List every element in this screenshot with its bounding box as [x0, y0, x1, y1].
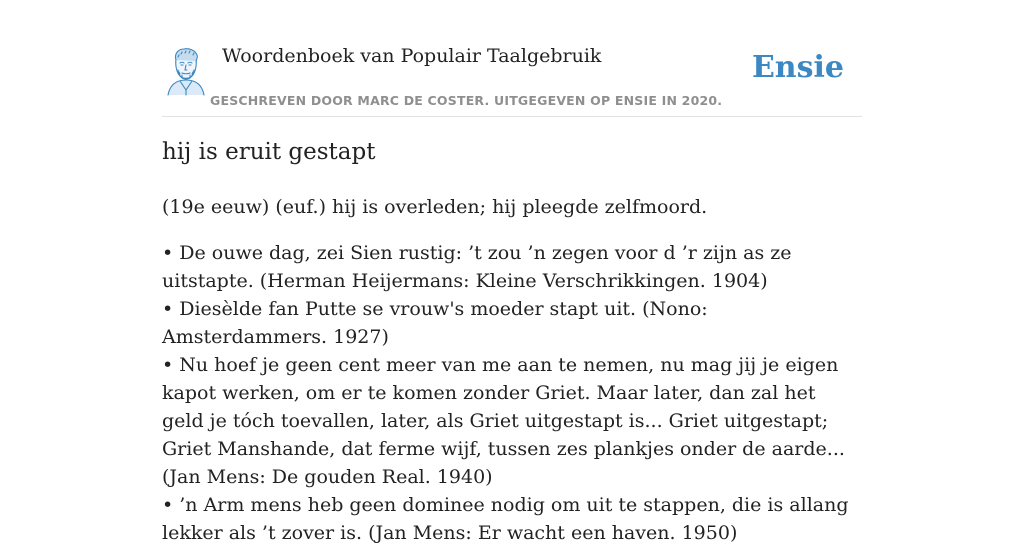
example-item: • Nu hoef je geen cent meer van me aan te nemen, nu mag jij je eigen kapot werken, om er te komen zonder Griet. Maar later, dan zal het geld je tóch toevallen, later, als Griet uitgestapt is... Griet uitgestapt; Griet Manshande, dat ferme wijf, tussen zes plankjes onder de aarde... (Jan Mens: De gouden Real. 1940) [162, 354, 845, 488]
example-item: • De ouwe dag, zei Sien rustig: ’t zou ’n zegen voor d ’r zijn as ze uitstapte. (Herman Heijermans: Kleine Verschrikkingen. 1904) [162, 242, 792, 292]
entry-title: hij is eruit gestapt [162, 139, 376, 165]
ensie-logo[interactable]: Ensie [751, 50, 844, 85]
example-list [162, 239, 862, 547]
example-item: • ’n Arm mens heb geen dominee nodig om uit te stappen, die is allang lekker als ’t zover is. (Jan Mens: Er wacht een haven. 1950) [162, 494, 849, 544]
entry-definition: (19e eeuw) (euf.) hij is overleden; hij pleegde zelfmoord. [162, 196, 708, 218]
author-byline: GESCHREVEN DOOR MARC DE COSTER. UITGEGEVEN OP ENSIE IN 2020. [210, 93, 723, 108]
author-portrait-icon[interactable] [164, 46, 208, 96]
dictionary-title[interactable]: Woordenboek van Populair Taalgebruik [222, 45, 602, 67]
dictionary-header [162, 0, 862, 117]
page-content [162, 0, 862, 544]
example-item: • Diesèlde fan Putte se vrouw's moeder stapt uit. (Nono: Amsterdammers. 1927) [162, 298, 708, 348]
